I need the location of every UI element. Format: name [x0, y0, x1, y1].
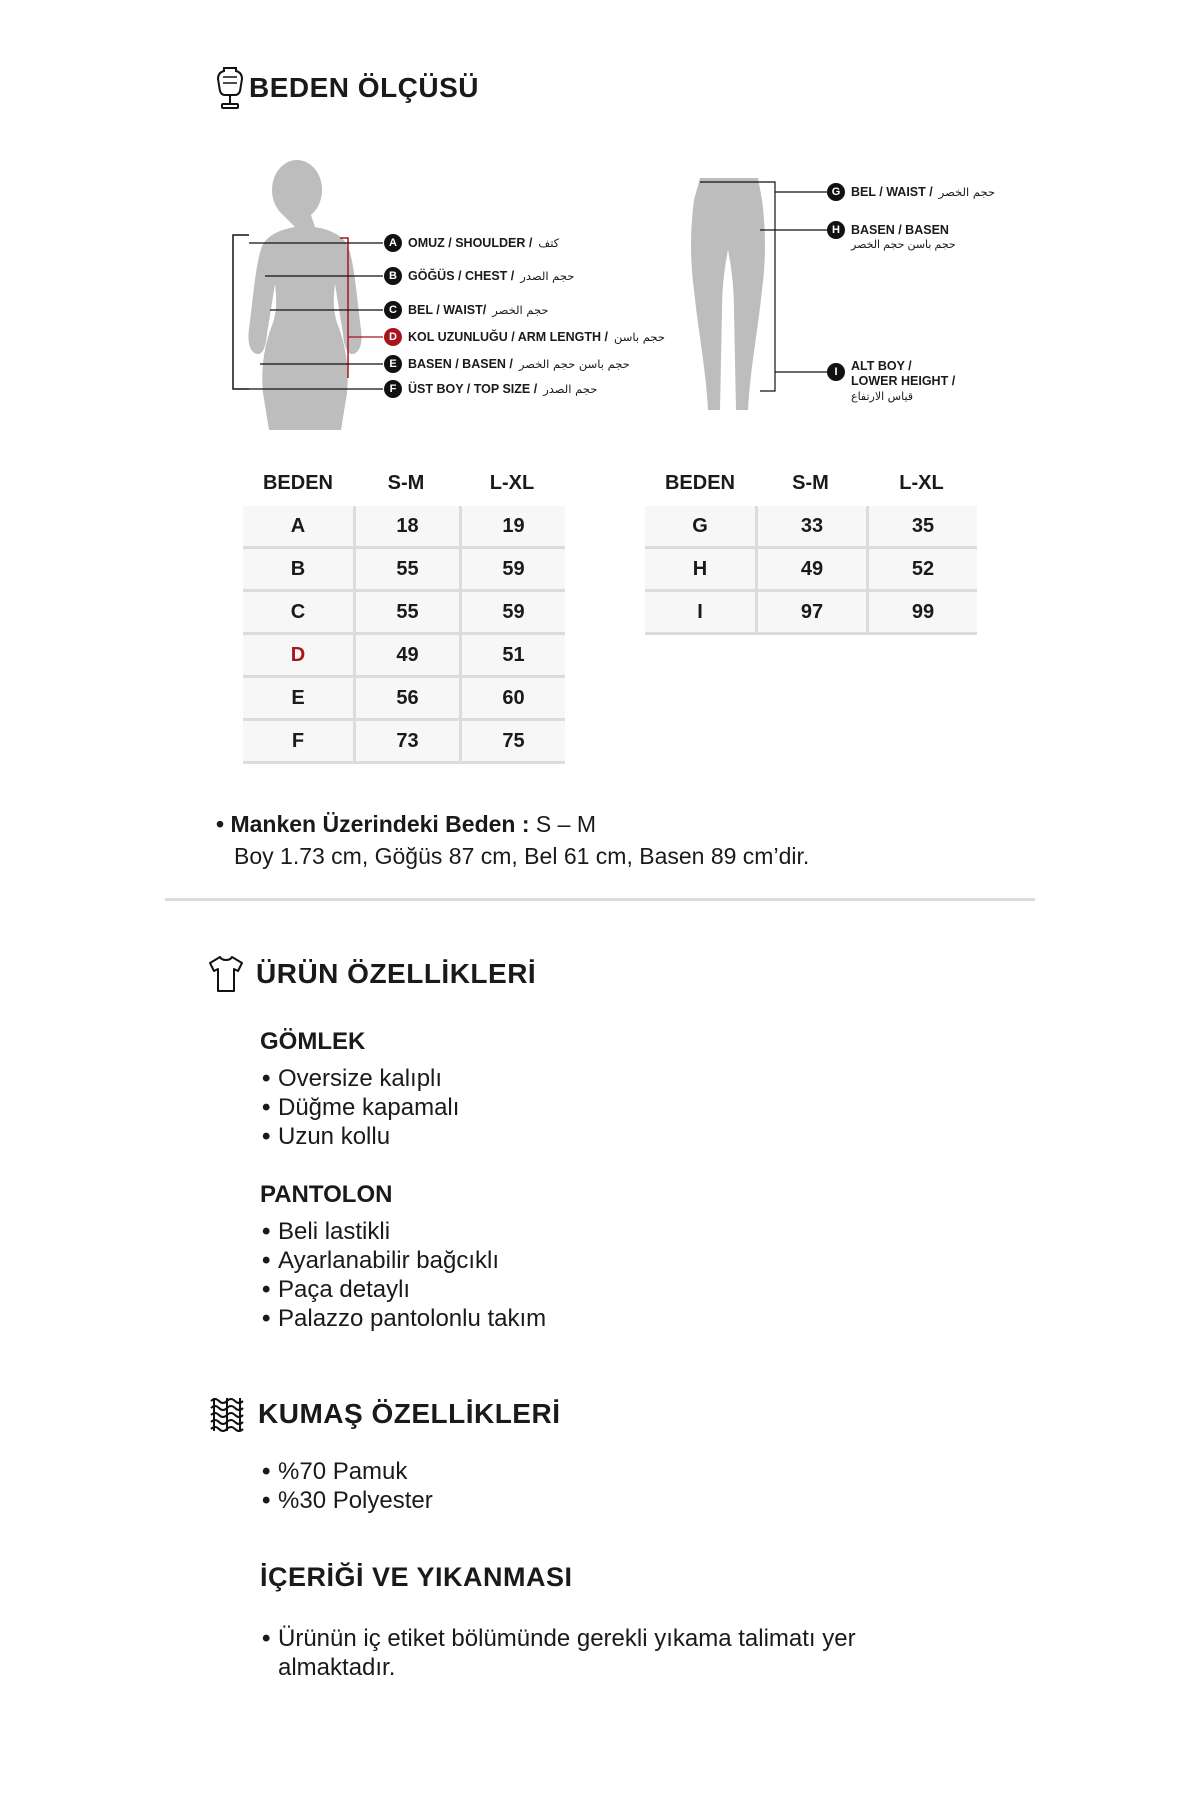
label-b: B GÖĞÜS / CHEST / حجم الصدر — [384, 267, 574, 285]
list-item: • Düğme kapamalı — [262, 1094, 460, 1121]
table-row: H 49 52 — [645, 549, 977, 592]
list-item: • %30 Polyester — [262, 1487, 433, 1514]
label-i — [827, 363, 845, 381]
product-features-header — [208, 955, 536, 993]
model-size-label: Manken Üzerindeki Beden : — [230, 811, 530, 837]
shirt-feature-list — [262, 1064, 459, 1151]
table-row: B 55 59 — [243, 549, 565, 592]
model-size-value: S – M — [535, 811, 596, 837]
product-features-title: ÜRÜN ÖZELLİKLERİ — [256, 958, 537, 989]
label-h-arabic: حجم باسن حجم الخصر — [851, 239, 956, 251]
care-title: İÇERİĞİ VE YIKANMASI — [260, 1562, 573, 1592]
list-item: • Paça detaylı — [262, 1276, 411, 1303]
col-header-lxl: L-XL — [489, 471, 535, 494]
pants-title: PANTOLON — [260, 1181, 393, 1208]
list-item: • Ürünün iç etiket bölümünde gerekli yıkama talimatı yer — [262, 1625, 856, 1652]
label-d: D KOL UZUNLUĞU / ARM LENGTH / حجم باسن — [384, 328, 665, 346]
fabric-features-header — [208, 1395, 561, 1433]
pants-feature-list — [262, 1217, 546, 1333]
col-header-sm: S-M — [792, 471, 829, 494]
care-instructions: • Ürünün iç etiket bölümünde gerekli yıkama talimatı yer almaktadır. — [262, 1625, 856, 1681]
fabric-features-title: KUMAŞ ÖZELLİKLERİ — [258, 1398, 561, 1429]
label-e: E BASEN / BASEN / حجم باسن حجم الخصر — [384, 355, 630, 373]
table-row: E 56 60 — [243, 678, 565, 721]
list-item: • Oversize kalıplı — [262, 1065, 443, 1092]
top-figure-diagram — [225, 160, 695, 430]
label-c: C BEL / WAIST/ حجم الخصر — [384, 301, 549, 319]
list-item: • %70 Pamuk — [262, 1458, 408, 1485]
badge-f: F — [384, 380, 402, 398]
tshirt-icon — [208, 955, 244, 993]
col-header-beden: BEDEN — [262, 471, 333, 494]
bottom-figure-diagram — [680, 170, 1010, 430]
table-row: D 49 51 — [243, 635, 565, 678]
badge-b: B — [384, 267, 402, 285]
table-row: F 73 75 — [243, 721, 565, 764]
list-item: • Palazzo pantolonlu takım — [262, 1305, 547, 1332]
list-item: • Ayarlanabilir bağcıklı — [262, 1247, 500, 1274]
table-row: A 18 19 — [243, 506, 565, 549]
bottom-size-table — [645, 460, 977, 635]
table-row: G 33 35 — [645, 506, 977, 549]
model-size-info: • Manken Üzerindeki Beden : S – M Boy 1.73 cm, Göğüs 87 cm, Bel 61 cm, Basen 89 cm’dir. — [216, 808, 809, 872]
fabric-icon — [208, 1395, 246, 1433]
label-g: G BEL / WAIST / حجم الخصر — [827, 183, 995, 201]
list-item: • Beli lastikli — [262, 1218, 391, 1245]
label-i-text: ALT BOY / LOWER HEIGHT / قياس الارتفاع — [851, 359, 956, 403]
size-chart-title: BEDEN ÖLÇÜSÜ — [249, 72, 480, 103]
shirt-title: GÖMLEK — [260, 1028, 366, 1055]
list-item: • Uzun kollu — [262, 1123, 391, 1150]
col-header-lxl: L-XL — [899, 471, 944, 494]
model-measurements: Boy 1.73 cm, Göğüs 87 cm, Bel 61 cm, Basen 89 cm’dir. — [234, 843, 810, 869]
badge-h: H — [827, 221, 845, 239]
badge-i: I — [827, 363, 845, 381]
col-header-sm: S-M — [387, 471, 425, 494]
label-h: H BASEN / BASEN — [827, 221, 949, 239]
badge-a: A — [384, 234, 402, 252]
label-a: A OMUZ / SHOULDER / كتف — [384, 234, 559, 252]
table-row: C 55 59 — [243, 592, 565, 635]
badge-e: E — [384, 355, 402, 373]
size-chart-header — [215, 66, 479, 110]
badge-c: C — [384, 301, 402, 319]
badge-d: D — [384, 328, 402, 346]
section-divider — [165, 898, 1035, 901]
top-size-table — [243, 460, 565, 764]
table-header-row — [243, 460, 565, 506]
col-header-beden: BEDEN — [664, 471, 735, 494]
label-f: F ÜST BOY / TOP SIZE / حجم الصدر — [384, 380, 597, 398]
table-row: I 97 99 — [645, 592, 977, 635]
mannequin-icon — [215, 66, 245, 110]
fabric-feature-list — [262, 1457, 433, 1515]
table-header-row — [645, 460, 977, 506]
badge-g: G — [827, 183, 845, 201]
